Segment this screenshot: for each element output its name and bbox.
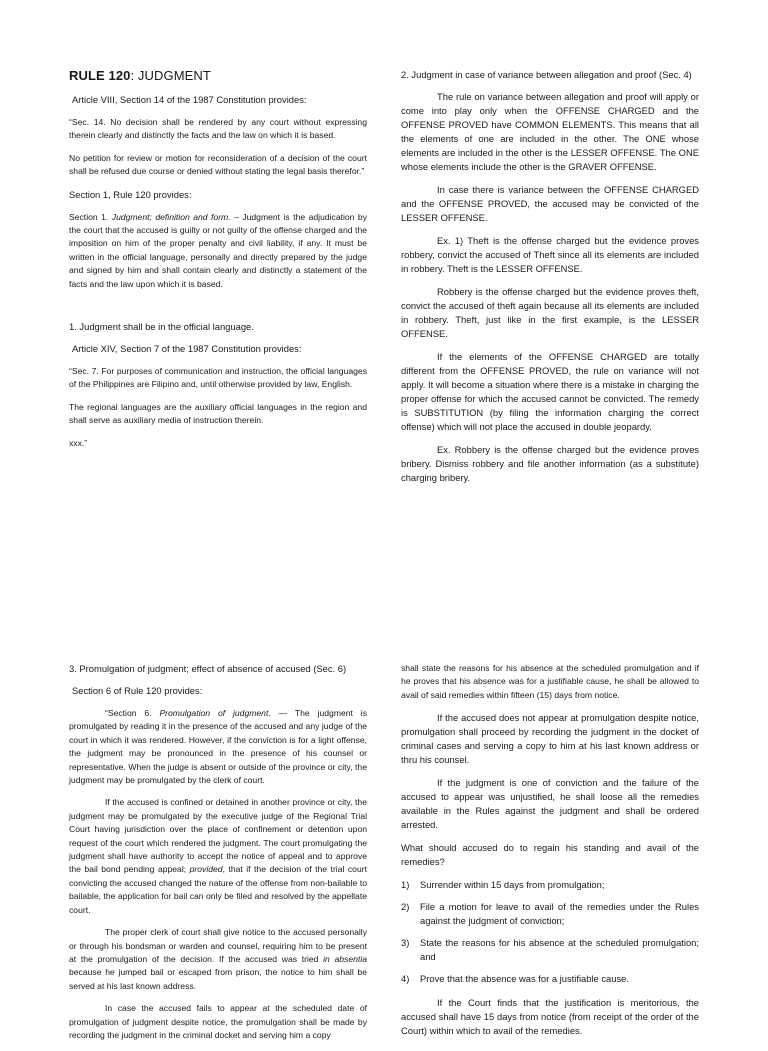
remedies-question: What should accused do to regain his standing and avail of the remedies? bbox=[401, 842, 699, 868]
variance-p3: Ex. 1) Theft is the offense charged but the evidence proves robbery, convict the accused of Theft since all its elements are included in robbery. Theft is the LESSER OFFENSE. bbox=[401, 235, 699, 274]
list-item-number: 3) bbox=[401, 937, 410, 949]
section6-notice bbox=[69, 926, 367, 993]
top-left-column bbox=[69, 68, 367, 459]
list-item-number: 4) bbox=[401, 973, 410, 985]
section1-lead: Section 1. bbox=[69, 211, 112, 222]
section6-rest: . — The judgment is promulgated by reading it in the presence of the accused and any judge of the court in which it was rendered. However, if the conviction is for a light offense, the judgment may be pronounced in the presence of his counsel or representative. When the judge is absent or outside of the province or city, the judgment may be promulgated by the clerk of court. bbox=[69, 708, 368, 786]
notice-rest: because he jumped bail or escaped from prison, the notice to him shall be served at his last known address. bbox=[69, 967, 367, 991]
list-item-text: Prove that the absence was for a justifiable cause. bbox=[420, 973, 629, 985]
document-title bbox=[69, 68, 367, 83]
top-right-column bbox=[401, 68, 699, 494]
heading-promulgation: 3. Promulgation of judgment; effect of absence of accused (Sec. 6) bbox=[69, 663, 347, 674]
list-item-text: Surrender within 15 days from promulgation; bbox=[420, 879, 605, 891]
page-bottom bbox=[0, 650, 768, 1040]
confined-italic: provided bbox=[189, 864, 223, 875]
heading-variance: 2. Judgment in case of variance between allegation and proof (Sec. 4) bbox=[401, 69, 692, 80]
title-rule-number: RULE 120 bbox=[69, 68, 131, 83]
confined-lead: If the accused is confined or detained in another province or city, the judgment may be promulgated by the executive judge of the Regional Trial Court having jurisdiction over the place of confinement or detention upon request of the court which rendered the judgment. The court promulgating the judgment shall have authority to accept the notice of appeal and to approve the bail bond pending appeal; bbox=[69, 797, 367, 875]
intro-article-xiv: Article XIV, Section 7 of the 1987 Constitution provides: bbox=[72, 343, 302, 355]
quote-sec14: “Sec. 14. No decision shall be rendered by any court without expressing therein clearly and distinctly the facts and the law on which it is based. bbox=[69, 117, 367, 141]
section6-italic: Promulgation of judgment bbox=[159, 708, 269, 718]
section6-lead: “Section 6. bbox=[105, 708, 160, 718]
list-item-text: State the reasons for his absence at the scheduled promulgation; and bbox=[420, 937, 699, 963]
list-item bbox=[401, 936, 699, 964]
quote-xxx: xxx.” bbox=[69, 437, 88, 448]
section1-text bbox=[69, 211, 367, 291]
intro-article-viii: Article VIII, Section 14 of the 1987 Constitution provides: bbox=[72, 94, 307, 105]
bottom-right-column bbox=[401, 662, 699, 1047]
list-item bbox=[401, 878, 699, 892]
variance-p5: If the elements of the OFFENSE CHARGED are totally different from the OFFENSE PROVED, the rule on variance will not apply. It will become a situation where there is a mistake in charging the proper offense for which the accused cannot be convicted. The remedy is SUBSTITUTION (by filing the information charging the correct offense) which will not place the accused in double jeopardy. bbox=[401, 351, 699, 432]
absence-p1: If the accused does not appear at promulgation despite notice, promulgation shall proceed by recording the judgment in the docket of criminal cases and serving a copy to him at his last known address or thru his counsel. bbox=[401, 712, 699, 766]
list-item-number: 2) bbox=[401, 901, 410, 913]
remedies-list bbox=[401, 878, 699, 986]
quote-regional: The regional languages are the auxiliary official languages in the region and shall serve as auxiliary media of instruction therein. bbox=[69, 401, 367, 426]
section6-fails: In case the accused fails to appear at the scheduled date of promulgation of judgment despite notice, the promulgation shall be made by recording the judgment in the criminal docket and serving him a copy bbox=[69, 1003, 367, 1040]
quote-sec7: “Sec. 7. For purposes of communication and instruction, the official languages of the Philippines are Filipino and, until otherwise provided by law, English. bbox=[69, 366, 367, 390]
intro-section6: Section 6 of Rule 120 provides: bbox=[72, 685, 203, 696]
variance-p6: Ex. Robbery is the offense charged but the evidence proves bribery. Dismiss robbery and file another information (as a substitute) charging bribery. bbox=[401, 444, 699, 483]
section6-confined bbox=[69, 796, 367, 917]
notice-italic: in absentia bbox=[323, 953, 367, 964]
title-rest: : JUDGMENT bbox=[130, 68, 211, 83]
confined-rest: , that if the decision of the trial court convicting the accused changed the nature of the offense from non-bailable to bailable, the application for bail can only be filed and resolved by the appellate court. bbox=[69, 864, 367, 915]
quote-petition: No petition for review or motion for reconsideration of a decision of the court shall be refused due course or denied without stating the legal basis therefor.” bbox=[69, 152, 367, 177]
heading-official-language: 1. Judgment shall be in the official language. bbox=[69, 321, 254, 333]
absence-p2: If the judgment is one of conviction and the failure of the accused to appear was unjustified, he shall loose all the remedies available in the Rules against the judgment and shall be ordered arrested. bbox=[401, 777, 699, 831]
list-item bbox=[401, 972, 699, 986]
bottom-left-column bbox=[69, 662, 367, 1051]
section1-rest: – Judgment is the adjudication by the court that the accused is guilty or not guilty of the offense charged and the imposition on him of the proper penalty and civil liability, if any. It must be written in the official language, personally and directly prepared by the judge and signed by him and shall contain clearly and distinctly a statement of the facts and the law upon which it is based. bbox=[69, 211, 368, 289]
section6-continued: shall state the reasons for his absence at the scheduled promulgation and if he proves that his absence was for a justifiable cause, he shall be allowed to avail of said remedies within fifteen (15) days from notice. bbox=[401, 663, 699, 700]
list-item-number: 1) bbox=[401, 879, 410, 891]
intro-section1: Section 1, Rule 120 provides: bbox=[69, 188, 192, 200]
variance-p1: The rule on variance between allegation and proof will apply or come into play only when the OFFENSE CHARGED and the OFFENSE PROVED have COMMON ELEMENTS. This means that all the elements of one are included in the other. The ONE whose elements are included in the other is the LESSER OFFENSE. The ONE whose elements include the other is the GRAVER OFFENSE. bbox=[401, 91, 699, 172]
list-item-text: File a motion for leave to avail of the remedies under the Rules against the judgment of conviction; bbox=[420, 901, 699, 927]
justification-final: If the Court finds that the justification is meritorious, the accused shall have 15 days from notice (from receipt of the order of the Court) within which to avail of the remedies. bbox=[401, 997, 699, 1037]
section6-text bbox=[69, 707, 367, 787]
section1-italic: Judgment; definition and form. bbox=[111, 211, 231, 222]
list-item bbox=[401, 900, 699, 928]
variance-p4: Robbery is the offense charged but the evidence proves theft, convict the accused of theft again because all its elements are included in robbery. Theft, just like in the first example, is the LESSER OFFENSE. bbox=[401, 286, 699, 339]
variance-p2: In case there is variance between the OFFENSE CHARGED and the OFFENSE PROVED, the accused may be convicted of the LESSER OFFENSE. bbox=[401, 184, 699, 223]
notice-lead: The proper clerk of court shall give notice to the accused personally or through his bondsman or warden and counsel, requiring him to be present at the promulgation of the decision. If the accused was tried bbox=[69, 927, 367, 964]
